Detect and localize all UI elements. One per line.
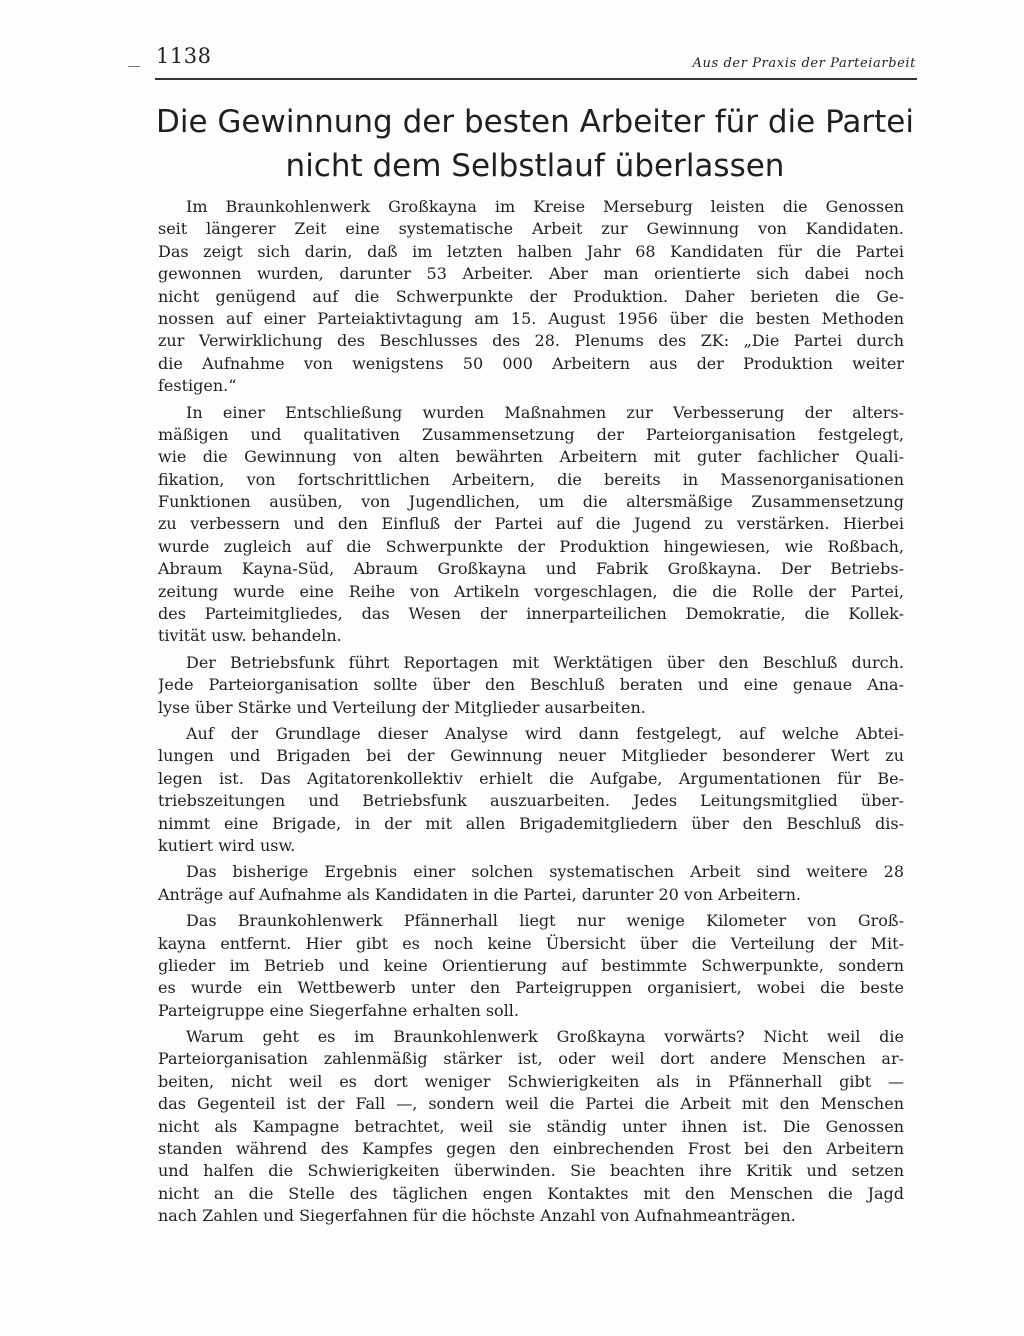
page-number: 1138	[156, 44, 212, 68]
text-line: Im Braunkohlenwerk Großkayna im Kreise Merseburg leisten die Genossen	[186, 197, 904, 216]
text-line: wurde zugleich auf die Schwerpunkte der Produktion hingewiesen, wie Roßbach,	[158, 536, 904, 556]
text-line: die Aufnahme von wenigstens 50 000 Arbeitern aus der Produktion weiter	[158, 353, 904, 373]
text-line: gewonnen wurden, darunter 53 Arbeiter. Aber man orientierte sich dabei noch	[158, 264, 904, 284]
text-line: standen während des Kampfes gegen den einbrechenden Frost bei den Arbeitern	[158, 1139, 904, 1159]
running-head: Aus der Praxis der Parteiarbeit	[692, 56, 916, 71]
text-line: kayna entfernt. Hier gibt es noch keine Übersicht über die Verteilung der Mit-	[158, 933, 904, 953]
text-line: es wurde ein Wettbewerb unter den Parteigruppen organisiert, wobei die beste	[158, 978, 904, 998]
text-line: kutiert wird usw.	[158, 835, 296, 855]
text-line: zeitung wurde eine Reihe von Artikeln vorgeschlagen, die die Rolle der Partei,	[158, 581, 904, 601]
text-line: beiten, nicht weil es dort weniger Schwierigkeiten als in Pfännerhall gibt —	[158, 1071, 904, 1091]
text-line: Parteiorganisation zahlenmäßig stärker ist, oder weil dort andere Menschen ar-	[158, 1049, 904, 1069]
text-line: das Gegenteil ist der Fall —, sondern weil die Partei die Arbeit mit den Menschen	[158, 1094, 904, 1114]
text-line: glieder im Betrieb und keine Orientierung auf bestimmte Schwerpunkte, sondern	[158, 955, 904, 975]
text-line: nossen auf einer Parteiaktivtagung am 15. August 1956 über die besten Methoden	[158, 308, 904, 328]
text-line: fikation, von fortschrittlichen Arbeitern, die bereits in Massenorganisationen	[158, 469, 904, 489]
text-line: des Parteimitgliedes, das Wesen der innerparteilichen Demokratie, die Kollek-	[158, 604, 904, 624]
paragraph	[158, 861, 904, 906]
text-line: Das zeigt sich darin, daß im letzten halben Jahr 68 Kandidaten für die Partei	[158, 241, 904, 261]
text-line: lungen und Brigaden bei der Gewinnung neuer Mitglieder besonderer Wert zu	[158, 746, 904, 766]
paragraph	[158, 910, 904, 1022]
text-line: legen ist. Das Agitatorenkollektiv erhielt die Aufgabe, Argumentationen für Be-	[158, 768, 904, 788]
text-line: lyse über Stärke und Verteilung der Mitglieder ausarbeiten.	[158, 697, 646, 717]
text-line: triebszeitungen und Betriebsfunk auszuarbeiten. Jedes Leitungsmitglied über-	[158, 791, 904, 811]
text-line: Auf der Grundlage dieser Analyse wird dann festgelegt, auf welche Abtei-	[186, 723, 904, 743]
text-line: seit längerer Zeit eine systematische Arbeit zur Gewinnung von Kandidaten.	[158, 219, 904, 239]
text-line: mäßigen und qualitativen Zusammensetzung der Parteiorganisation festgelegt,	[158, 424, 904, 444]
text-line: In einer Entschließung wurden Maßnahmen zur Verbesserung der alters-	[186, 402, 904, 422]
text-line: Abraum Kayna-Süd, Abraum Großkayna und Fabrik Großkayna. Der Betriebs-	[158, 559, 904, 579]
text-line: zur Verwirklichung des Beschlusses des 28. Plenums des ZK: „Die Partei durch	[158, 331, 904, 351]
text-line: Das Braunkohlenwerk Pfännerhall liegt nur wenige Kilometer von Groß-	[186, 911, 904, 931]
text-line: festigen.“	[158, 376, 237, 396]
paragraph	[158, 723, 904, 857]
text-line: Das bisherige Ergebnis einer solchen systematischen Arbeit sind weitere 28	[186, 862, 904, 882]
text-line: wie die Gewinnung von alten bewährten Arbeitern mit guter fachlicher Quali-	[158, 447, 904, 467]
text-line: nicht genügend auf die Schwerpunkte der Produktion. Daher berieten die Ge-	[158, 286, 904, 306]
paragraph	[158, 196, 904, 398]
article-title	[155, 100, 915, 188]
header-rule	[155, 78, 917, 80]
paragraph	[158, 402, 904, 648]
text-line: nicht an die Stelle des täglichen engen Kontaktes mit den Menschen die Jagd	[158, 1183, 904, 1203]
text-line: und halfen die Schwierigkeiten überwinden. Sie beachten ihre Kritik und setzen	[158, 1161, 904, 1181]
text-line: nach Zahlen und Siegerfahnen für die höchste Anzahl von Aufnahmeanträgen.	[158, 1206, 796, 1226]
article-body	[158, 196, 904, 1232]
text-line: Anträge auf Aufnahme als Kandidaten in die Partei, darunter 20 von Arbeitern.	[158, 884, 801, 904]
text-line: Funktionen ausüben, von Jugendlichen, um die altersmäßige Zusammensetzung	[158, 492, 904, 512]
article-title-line-2: nicht dem Selbstlauf überlassen	[285, 148, 785, 184]
text-line: zu verbessern und den Einfluß der Partei auf die Jugend zu verstärken. Hierbei	[158, 514, 904, 534]
text-line: nicht als Kampagne betrachtet, weil sie ständig unter ihnen ist. Die Genossen	[158, 1116, 904, 1136]
text-line: tivität usw. behandeln.	[158, 626, 342, 646]
text-line: Jede Parteiorganisation sollte über den Beschluß beraten und eine genaue Ana-	[158, 675, 904, 695]
text-line: Warum geht es im Braunkohlenwerk Großkayna vorwärts? Nicht weil die	[186, 1027, 904, 1047]
article-title-line-1: Die Gewinnung der besten Arbeiter für die Partei	[156, 104, 914, 140]
text-line: Der Betriebsfunk führt Reportagen mit Werktätigen über den Beschluß durch.	[186, 652, 904, 672]
margin-mark	[128, 66, 140, 67]
text-line: nimmt eine Brigade, in der mit allen Brigademitgliedern über den Beschluß dis-	[158, 813, 904, 833]
text-line: Parteigruppe eine Siegerfahne erhalten soll.	[158, 1000, 519, 1020]
paragraph	[158, 652, 904, 719]
paragraph	[158, 1026, 904, 1228]
